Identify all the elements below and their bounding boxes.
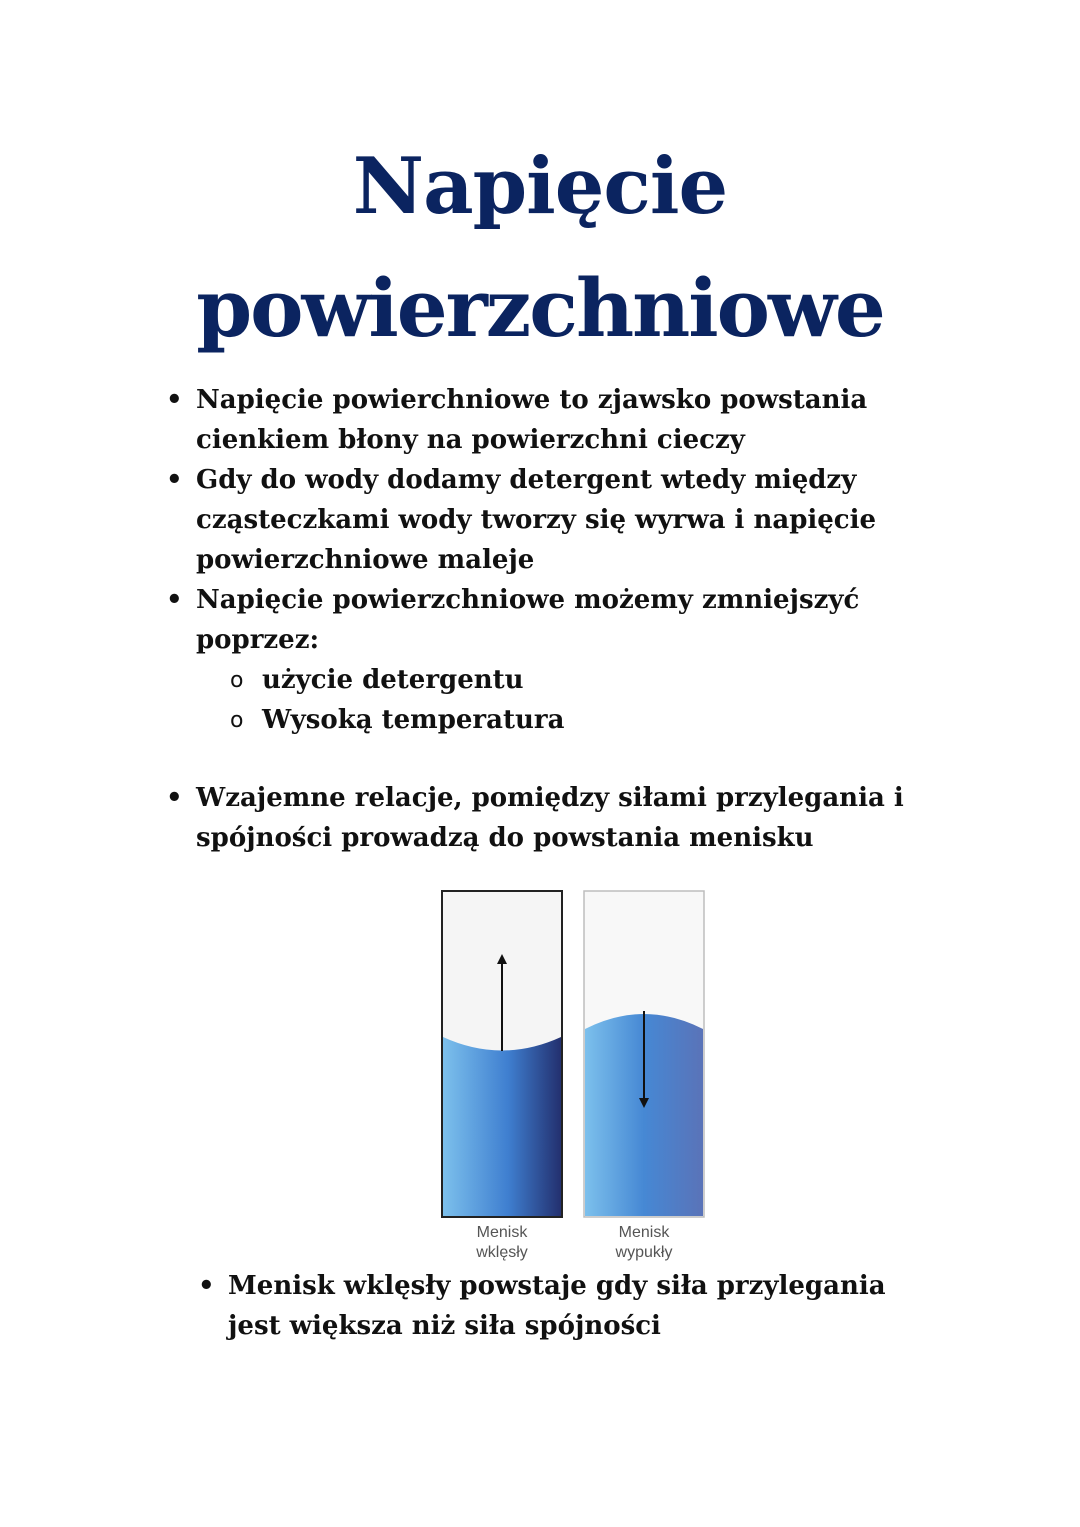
bullet-concave-meniscus: • Menisk wklęsły powstaje gdy siła przylegania jest większa niż siła spójności: [198, 1266, 938, 1346]
sub-bullet-temperature: o Wysoką temperatura: [230, 700, 926, 740]
main-bullet-list: [166, 380, 926, 858]
sub-bullet-list: [196, 660, 926, 740]
bullet-definition: • Napięcie powierchniowe to zjawsko powstania cienkiem błony na powierzchni cieczy: [166, 380, 926, 460]
sub-bullet-detergent: o użycie detergentu: [230, 660, 926, 700]
concave-tube: [442, 891, 562, 1217]
caption-convex: [584, 1223, 704, 1263]
convex-tube: [584, 891, 704, 1217]
page-title-line2: powierzchniowe: [196, 261, 884, 355]
meniscus-diagram: [440, 889, 706, 1229]
bullet-detergent: • Gdy do wody dodamy detergent wtedy między cząsteczkami wody tworzy się wyrwa i napięcie powierzchniowe maleje: [166, 460, 926, 580]
caption-convex-line1: Menisk: [618, 1224, 670, 1241]
caption-convex-line2: wypukły: [615, 1244, 673, 1261]
meniscus-figure: [440, 889, 706, 1269]
page-title-line1: Napięcie: [352, 141, 728, 232]
bullet-meniscus: • Wzajemne relacje, pomiędzy siłami przylegania i spójności prowadzą do powstania menisku: [166, 778, 926, 858]
caption-concave: [442, 1223, 562, 1263]
concave-water: [443, 1037, 561, 1216]
bullet-reduce-text: Napięcie powierzchniowe możemy zmniejszyć poprzez:: [196, 585, 860, 655]
caption-concave-line2: wklęsły: [476, 1244, 528, 1261]
bottom-bullet-list: [198, 1266, 938, 1346]
caption-concave-line1: Menisk: [476, 1224, 528, 1241]
bullet-reduce: [166, 580, 926, 740]
